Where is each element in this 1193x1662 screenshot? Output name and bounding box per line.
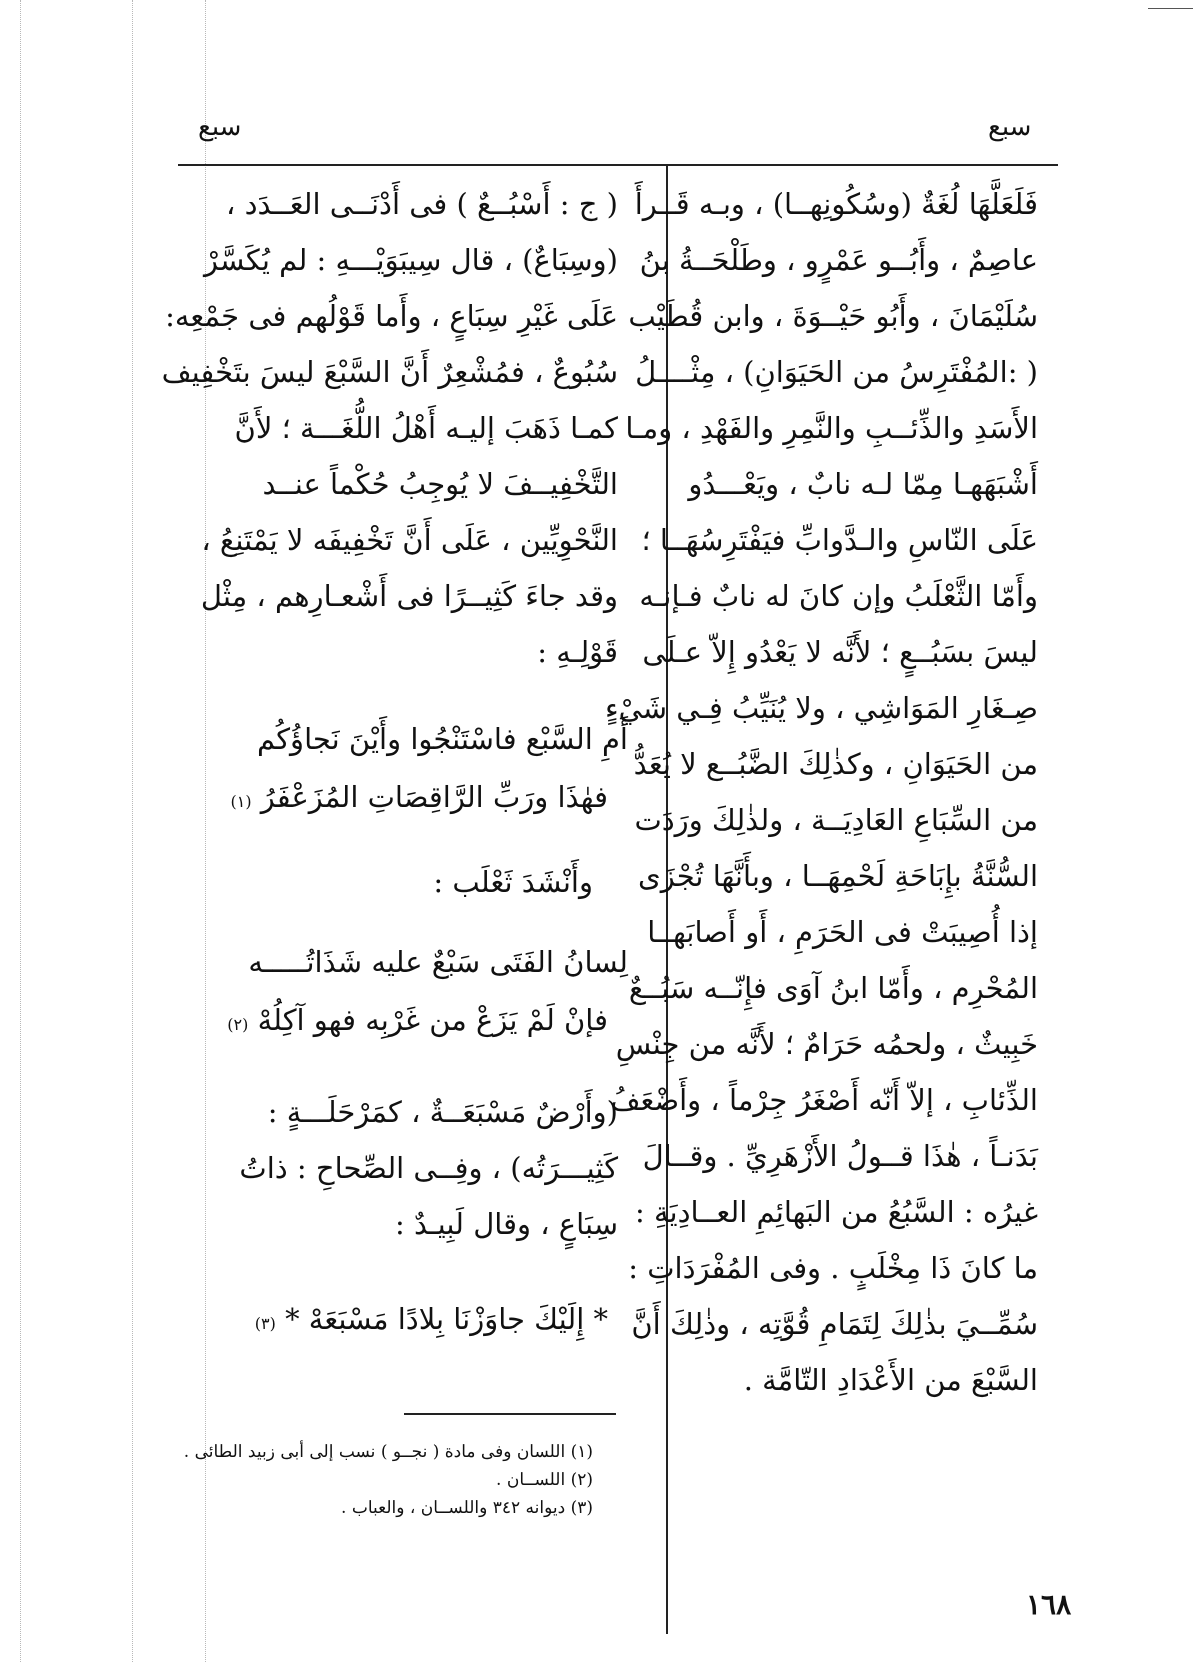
text-line: بَدَنـاً ، هٰذَا قــولُ الأَزْهَرِيِّ . وقــالَ	[642, 1139, 1038, 1173]
footnote-marker: (٣)	[254, 1314, 276, 1333]
scan-dotted-line	[20, 0, 21, 1662]
header-right: سبع	[988, 112, 1032, 142]
text-line: ليسَ بسَبُــعٍ ؛ لأَنَّه لا يَعْدُو إِلاّ عـلَى	[642, 635, 1038, 669]
text-line: الأَسَدِ والذِّئــبِ والنَّمِرِ والفَهْدِ ، ومـا	[625, 411, 1038, 445]
text-line: النَّحْوِيِّين ، عَلَى أَنَّ تَخْفِيفَه لا يَمْتَنِعُ ،	[201, 523, 618, 557]
text-line: إذا أُصِيبَتْ فى الحَرَمِ ، أَو أَصابَهــا	[647, 915, 1038, 949]
text-line: فَلَعَلَّهَا لُغَةٌ (وسُكُونِهــا) ، وبـه قَــرأَ	[634, 187, 1038, 221]
text-line: خَبِيثٌ ، ولحمُه حَرَامٌ ؛ لأَنَّه من جِنْسِ	[615, 1027, 1038, 1061]
text-line: ( :المُفْتَرِسُ من الحَيَوَانِ) ، مِثْــــلُ	[635, 355, 1038, 389]
footnote-marker: (٢)	[227, 1015, 249, 1034]
text-line: من الحَيَوَانِ ، وكذٰلِكَ الضَّبُــع لا يُعَدُّ	[633, 747, 1038, 781]
text-line: السَّبْعَ من الأَعْدَادِ التّامَّة .	[743, 1363, 1038, 1397]
left-column-mid	[168, 1084, 618, 1252]
text-line: سُلَيْمَانَ ، وأَبُو حَيْــوَةَ ، وابن قُطَيْب	[628, 299, 1038, 333]
text-line: وقد جاءَ كَثِيــرًا فى أَشْعـارِهم ، مِثْل	[200, 579, 618, 613]
text-line: سُمِّــيَ بذٰلِكَ لِتَمَامِ قُوَّتِه ، وذٰلِكَ أَنَّ	[631, 1307, 1038, 1341]
text-line: عَلَى النّاسِ والـدَّوابِّ فيَفْتَرِسُهَــا ؛	[641, 523, 1038, 557]
verse-text: فإنْ لَمْ يَزَعْ من غَرْبِه فهو آكِلُهْ	[257, 1003, 608, 1037]
header-rule	[178, 164, 1058, 166]
text-line: المُحْرِم ، وأَمّا ابنُ آوَى فإِنّــه سَبُــعٌ	[628, 971, 1038, 1005]
text-line: عاصِمٌ ، وأَبُــو عَمْرٍو ، وطَلْحَــةُ بنُ	[639, 243, 1038, 277]
footnote-2: (٢) اللســان .	[496, 1470, 593, 1490]
page-number: ١٦٨	[1026, 1588, 1072, 1621]
verse-text: فهٰذَا ورَبِّ الرَّاقِصَاتِ المُزَعْفَرُ	[260, 780, 608, 814]
text-line: كمـا ذَهَبَ إليـه أَهْلُ اللُّغَـــة ؛ لأَنَّ	[234, 411, 618, 445]
text-line: السُّنَّةُ بإِبَاحَةِ لَحْمِهَــا ، وبأَنَّهَا تُجْزَى	[638, 859, 1038, 893]
verse-2-line-1: لِسانُ الفَتَى سَبْعٌ عليه شَذَاتُـــــه	[248, 945, 628, 979]
verse-2-line-2	[227, 1003, 608, 1037]
text-line: سُبُوعٌ ، فمُشْعِرٌ أَنَّ السَّبْعَ ليسَ بتَخْفِيف	[161, 355, 618, 389]
text-line: ( ج : أَسْبُــعٌ ) فى أَدْنَــى العَــدَد ،	[225, 187, 618, 221]
intro-tha-lab: وأَنْشَدَ ثَعْلَب :	[433, 865, 593, 899]
scan-top-line	[1148, 8, 1193, 9]
text-line: ما كانَ ذَا مِخْلَبٍ . وفى المُفْرَدَاتِ :	[628, 1251, 1038, 1285]
footnote-rule	[404, 1413, 616, 1415]
text-line: غيرُه : السَّبُعُ من البَهائِمِ العــادِيَةِ :	[635, 1195, 1038, 1229]
header-left: سبع	[198, 112, 242, 142]
footnote-marker: (١)	[230, 792, 252, 811]
text-line: كَثِيـــرَتُه) ، وفِــى الصِّحاحِ : ذاتُ	[239, 1151, 618, 1185]
text-line: وأَمّا الثَّعْلَبُ وإن كانَ له نابٌ فـإنـه	[639, 579, 1038, 613]
text-line: من السِّبَاعِ العَادِيَــة ، ولذٰلِكَ ورَدَت	[634, 803, 1038, 837]
verse-text: * إِلَيْكَ جاوَزْنَا بِلادًا مَسْبَعَهْ *	[285, 1302, 608, 1336]
text-line: الذِّئابِ ، إلاّ أَنّه أَصْغَرُ جِرْماً ، وأَضْعَفُ	[610, 1083, 1038, 1117]
verse-3	[255, 1302, 608, 1336]
left-column-top	[161, 176, 618, 680]
footnote-1: (١) اللسان وفى مادة ( نجــو ) نسب إلى أبى زبيد الطائى .	[183, 1442, 593, 1462]
scan-dotted-line	[132, 0, 133, 1662]
right-column	[604, 176, 1038, 1408]
text-line: صِـغَارِ المَوَاشِي ، ولا يُنَيِّبُ فِـي شَيْءٍ	[604, 691, 1038, 725]
verse-1-line-1: أَمِ السَّبْع فاسْتَنْجُوا وأَيْنَ نَجاؤُكُم	[256, 722, 628, 756]
verse-1-line-2	[230, 780, 608, 814]
text-line: أَشْبَهَهـا مِمّا لـه نابٌ ، ويَعْـــدُو	[688, 467, 1038, 501]
text-line: عَلَى غَيْرِ سِبَاعٍ ، وأَما قَوْلُهم فى جَمْعِه:	[165, 299, 618, 333]
text-line: (وسِبَاعٌ) ، قال سِيبَوَيْـــهِ : لم يُكَسَّرْ	[203, 243, 618, 277]
text-line: سِبَاعٍ ، وقال لَبِيـدٌ :	[394, 1207, 618, 1241]
footnote-3: (٣) ديوانه ٣٤٢ واللســان ، والعباب .	[341, 1498, 593, 1518]
text-line: (وأَرْضٌ مَسْبَعَــةٌ ، كمَرْحَلَـــةٍ :	[267, 1095, 618, 1129]
text-line: التَّخْفِيــفَ لا يُوجِبُ حُكْماً عنــد	[262, 467, 618, 501]
text-line: قَوْلِـهِ :	[537, 635, 618, 669]
